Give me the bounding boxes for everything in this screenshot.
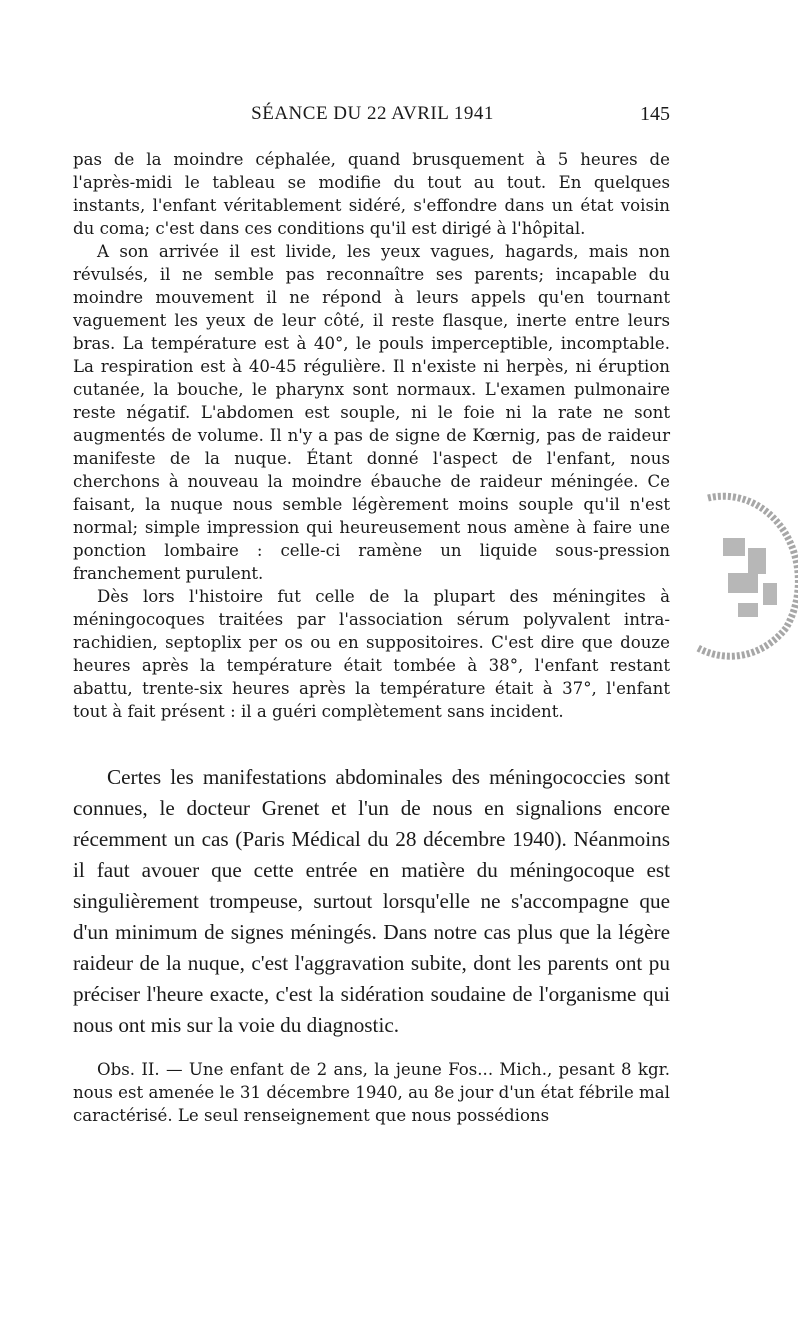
page-header xyxy=(75,103,670,133)
paragraph-onset: pas de la moindre céphalée, quand brusquement à 5 heures de l'après-midi le tableau se modifie du tout au tout. En quelques instants, l'enfant véritablement sidéré, s'effondre dans un état voisin du coma; c'est dans ces conditions qu'il est dirigé à l'hôpital. xyxy=(73,150,670,238)
paragraph-discussion: Certes les manifestations abdominales des méningococcies sont connues, le docteur Grenet et l'un de nous en signalions encore récemment un cas (Paris Médical du 28 décembre 1940). Néanmoins il faut avouer que cette entrée en matière du méningocoque est singulièrement trompeuse, surtout lorsqu'elle ne s'accompagne que d'un minimum de signes méningés. Dans notre cas plus que la légère raideur de la nuque, c'est l'aggravation subite, dont les parents ont pu préciser l'heure exacte, c'est la sidération soudaine de l'organisme qui nous ont mis sur la voie du diagnostic. xyxy=(73,765,670,1037)
running-head: SÉANCE DU 22 AVRIL 1941 xyxy=(251,103,494,124)
case-description xyxy=(73,148,670,723)
page-number: 145 xyxy=(640,103,670,125)
paragraph-observation: Obs. II. — Une enfant de 2 ans, la jeune Fos... Mich., pesant 8 kgr. nous est amenée le 31 décembre 1940, au 8e jour d'un état fébrile mal caractérisé. Le seul renseignement que nous possédions xyxy=(73,1060,670,1125)
discussion xyxy=(73,762,670,1041)
paragraph-examination: A son arrivée il est livide, les yeux vagues, hagards, mais non révulsés, il ne semble pas reconnaître ses parents; incapable du moindre mouvement il ne répond à leurs appels qu'en tournant vaguement les yeux de leur côté, il reste flasque, inerte entre leurs bras. La température est à 40°, le pouls imperceptible, incomptable. La respiration est à 40-45 régulière. Il n'existe ni herpès, ni éruption cutanée, la bouche, le pharynx sont normaux. L'examen pulmonaire reste négatif. L'abdomen est souple, ni le foie ni la rate ne sont augmentés de volume. Il n'y a pas de signe de Kœrnig, pas de raideur manifeste de la nuque. Étant donné l'aspect de l'enfant, nous cherchons à nouveau la moindre ébauche de raideur méningée. Ce faisant, la nuque nous semble légèrement moins souple qu'il n'est normal; simple impression qui heureusement nous amène à faire une ponction lombaire : celle-ci ramène un liquide sous-pression franchement purulent. xyxy=(73,242,670,583)
observation-2 xyxy=(73,1058,670,1127)
library-stamp xyxy=(668,478,798,663)
paragraph-evolution: Dès lors l'histoire fut celle de la plupart des méningites à méningocoques traitées par l'association sérum polyvalent intra-rachidien, septoplix per os ou en suppositoires. C'est dire que douze heures après la température était tombée à 38°, l'enfant restant abattu, trente-six heures après la température était à 37°, l'enfant tout à fait présent : il a guéri complètement sans incident. xyxy=(73,587,670,721)
